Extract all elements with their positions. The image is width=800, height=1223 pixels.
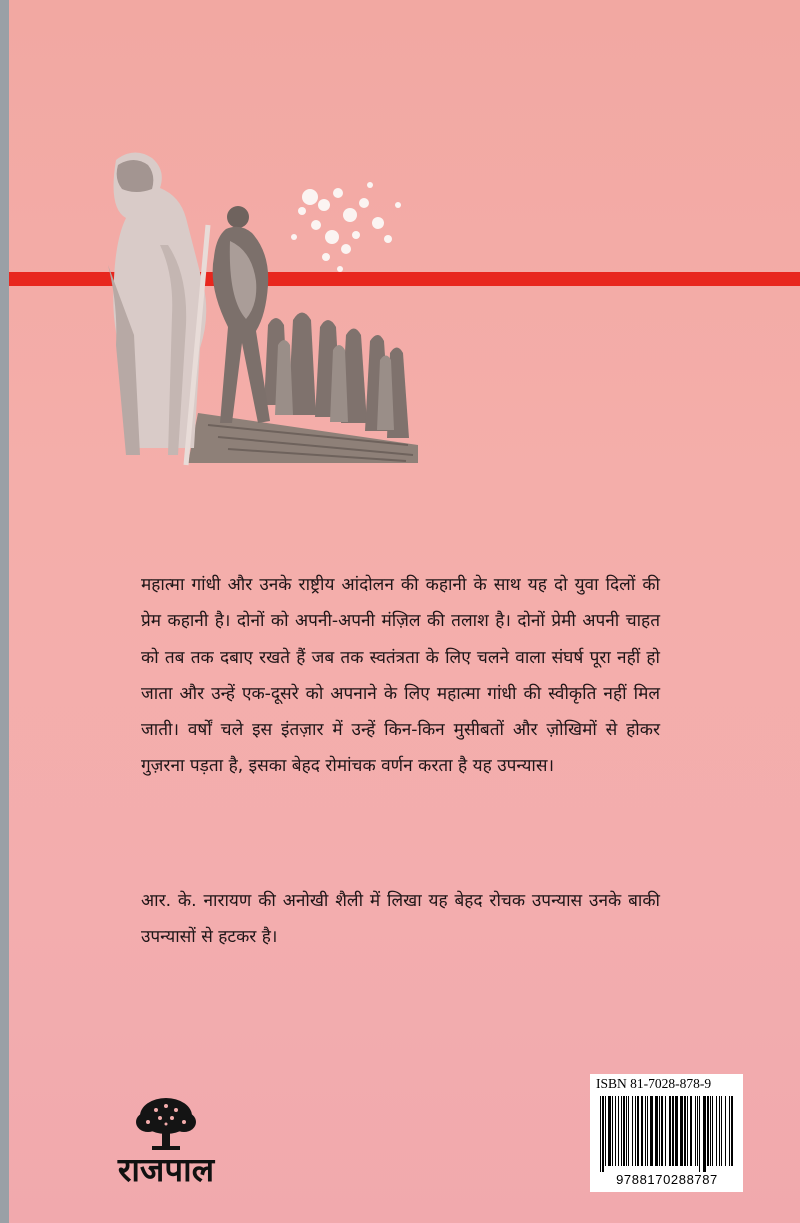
barcode-bar: [699, 1096, 700, 1172]
publisher-name: राजपाल: [117, 1150, 215, 1189]
barcode-bar: [612, 1096, 613, 1166]
barcode-bar: [623, 1096, 625, 1166]
barcode-bar: [719, 1096, 720, 1166]
barcode-bar: [731, 1096, 733, 1166]
barcode-bar: [605, 1096, 606, 1166]
barcode-bar: [618, 1096, 619, 1166]
barcode-bar: [635, 1096, 636, 1166]
gandhi-procession-illustration: [88, 145, 428, 467]
barcode-bar: [632, 1096, 633, 1166]
barcode-bar: [729, 1096, 730, 1166]
barcode-bar: [647, 1096, 648, 1166]
barcode-bar: [659, 1096, 660, 1166]
barcode-bar: [615, 1096, 616, 1166]
barcode-bar: [645, 1096, 646, 1166]
barcode-bar: [716, 1096, 717, 1166]
barcode-bar: [655, 1096, 658, 1166]
barcode-bar: [661, 1096, 663, 1166]
barcode-bar: [665, 1096, 666, 1166]
barcode-bar: [621, 1096, 622, 1166]
barcode-bar: [712, 1096, 713, 1166]
description-paragraph-2: आर. के. नारायण की अनोखी शैली में लिखा यह बेहद रोचक उपन्यास उनके बाकी उपन्यासों से हटकर है।: [141, 891, 660, 948]
barcode: [598, 1096, 736, 1172]
barcode-bar: [695, 1096, 696, 1166]
barcode-bar: [703, 1096, 706, 1172]
barcode-bar: [669, 1096, 671, 1166]
barcode-bar: [637, 1096, 639, 1166]
barcode-bar: [600, 1096, 601, 1172]
barcode-bar: [628, 1096, 629, 1166]
description-paragraph-1: महात्मा गांधी और उनके राष्ट्रीय आंदोलन की कहानी के साथ यह दो युवा दिलों की प्रेम कहानी है। दोनों को अपनी-अपनी मंज़िल की तलाश है। दोनों प्रेमी अपनी चाहत को तब तक दबाए रखते हैं जब तक स्वतंत्रता के लिए चलने वाला संघर्ष पूरा नहीं हो जाता और उन्हें एक-दूसरे को अपनाने के लिए महात्मा गांधी की स्वीकृति नहीं मिल जाती। वर्षों चले इस इंतज़ार में उन्हें किन-किन मुसीबतों और ज़ोखिमों से होकर गुज़रना पड़ता है, इसका बेहद रोमांचक वर्णन करता है यह उपन्यास।: [141, 575, 660, 777]
barcode-number: 9788170288787: [616, 1172, 718, 1187]
barcode-bar: [697, 1096, 698, 1166]
barcode-bar: [602, 1096, 604, 1172]
barcode-bar: [650, 1096, 653, 1166]
barcode-bar: [684, 1096, 686, 1166]
barcode-bar: [710, 1096, 711, 1166]
isbn-barcode-box: [590, 1074, 743, 1192]
barcode-bar: [687, 1096, 688, 1166]
isbn-label: ISBN 81-7028-878-9: [596, 1076, 712, 1091]
barcode-bar: [672, 1096, 674, 1166]
barcode-bar: [690, 1096, 692, 1166]
spine-edge: [0, 0, 9, 1223]
barcode-bar: [721, 1096, 722, 1166]
barcode-bar: [608, 1096, 611, 1166]
barcode-bar: [675, 1096, 678, 1166]
barcode-bar: [680, 1096, 683, 1166]
barcode-bar: [725, 1096, 726, 1166]
barcode-bar: [641, 1096, 643, 1166]
barcode-bar: [626, 1096, 627, 1166]
barcode-bar: [707, 1096, 709, 1166]
